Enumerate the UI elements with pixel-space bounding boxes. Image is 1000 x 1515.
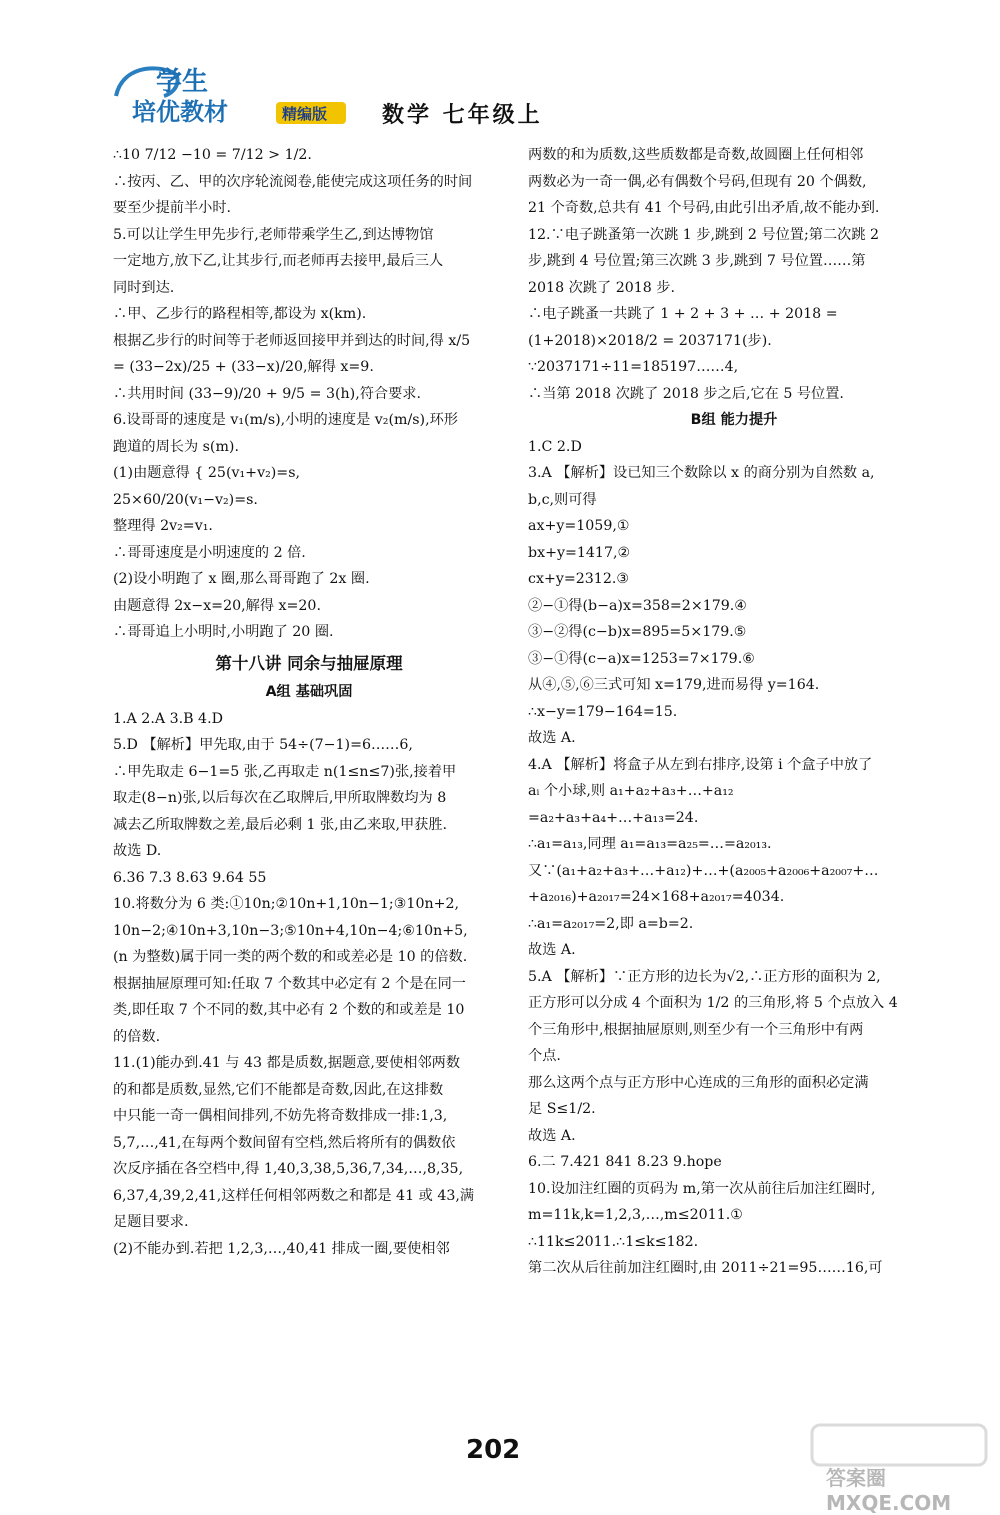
left-line: (n 为整数)属于同一类的两个数的和或差必是 10 的倍数.: [113, 949, 468, 965]
right-line: 故选 A.: [528, 1127, 576, 1144]
right-line: ③−①得(c−a)x=1253=7×179.⑥: [528, 650, 755, 667]
page-number: 202: [466, 1435, 521, 1465]
right-line: 两数必为一奇一偶,必有偶数个号码,但现有 20 个偶数,: [528, 173, 867, 190]
left-line: 中只能一奇一偶相间排列,不妨先将奇数排成一排:1,3,: [113, 1108, 448, 1124]
right-line: 第二次从后往前加注红圈时,由 2011÷21=95……16,可: [528, 1260, 883, 1276]
left-line: 6,37,4,39,2,41,这样任何相邻两数之和都是 41 或 43,满: [113, 1187, 475, 1204]
left-line: 故选 D.: [113, 843, 162, 859]
right-line: ∴11k≤2011.∴1≤k≤182.: [528, 1233, 699, 1250]
left-column: [113, 146, 505, 1266]
right-line: =a₂+a₃+a₄+…+a₁₃=24.: [528, 809, 699, 826]
left-line: ∴哥哥速度是小明速度的 2 倍.: [113, 544, 306, 561]
right-line: (1+2018)×2018/2 = 2037171(步).: [528, 332, 772, 349]
left-line: 足题目要求.: [113, 1214, 189, 1230]
right-line: 5.A 【解析】∵正方形的边长为√2,∴正方形的面积为 2,: [528, 968, 881, 985]
right-line: ∴电子跳蚤一共跳了 1 + 2 + 3 + … + 2018 =: [528, 306, 838, 322]
logo-line2: 培优教材: [132, 98, 228, 126]
right-line: 足 S≤1/2.: [528, 1101, 596, 1117]
right-line: ∵2037171÷11=185197……4,: [528, 359, 739, 375]
left-line: 根据抽屉原理可知:任取 7 个数其中必定有 2 个是在同一: [113, 975, 466, 992]
right-line: ∴当第 2018 次跳了 2018 步之后,它在 5 号位置.: [528, 385, 844, 402]
right-line: 两数的和为质数,这些质数都是奇数,故圆圈上任何相邻: [528, 147, 864, 163]
right-line: 正方形可以分成 4 个面积为 1/2 的三角形,将 5 个点放入 4: [528, 995, 898, 1011]
left-line: 6.设哥哥的速度是 v₁(m/s),小明的速度是 v₂(m/s),环形: [113, 412, 458, 428]
left-line: 11.(1)能办到.41 与 43 都是质数,据题意,要使相邻两数: [113, 1055, 461, 1071]
left-line: ∴按丙、乙、甲的次序轮流阅卷,能使完成这项任务的时间: [113, 173, 473, 190]
left-line: 要至少提前半小时.: [113, 200, 232, 216]
right-line: cx+y=2312.③: [528, 571, 630, 587]
left-line: 次反序插在各空档中,得 1,40,3,38,5,36,7,34,…,8,35,: [113, 1161, 464, 1177]
right-line: B组 能力提升: [690, 412, 778, 428]
left-line: 类,即任取 7 个不同的数,其中必有 2 个数的和或差是 10: [113, 1002, 465, 1018]
right-line: 那么这两个点与正方形中心连成的三角形的面积必定满: [528, 1074, 869, 1091]
logo-line1: 学生: [156, 67, 209, 97]
left-line: ∴甲、乙步行的路程相等,都设为 x(km).: [113, 306, 367, 322]
right-line: 2018 次跳了 2018 步.: [528, 279, 676, 296]
left-line: ∴10 7/12 −10 = 7/12 > 1/2.: [113, 147, 312, 163]
left-line: ∴甲先取走 6−1=5 张,乙再取走 n(1≤n≤7)张,接着甲: [113, 763, 457, 780]
left-line: 5.可以让学生甲先步行,老师带乘学生乙,到达博物馆: [113, 226, 434, 243]
right-line: 3.A 【解析】设已知三个数除以 x 的商分别为自然数 a,: [528, 465, 875, 481]
right-line: ∴a₁=a₁₃,同理 a₁=a₁₃=a₂₅=…=a₂₀₁₃.: [528, 836, 772, 852]
left-line: 6.36 7.3 8.63 9.64 55: [113, 869, 267, 886]
right-line: 4.A 【解析】将盒子从左到右排序,设第 i 个盒子中放了: [528, 756, 873, 773]
left-line: 1.A 2.A 3.B 4.D: [113, 710, 223, 727]
left-line: 的和都是质数,显然,它们不能都是奇数,因此,在这排数: [113, 1081, 444, 1098]
subject-title: 数学 七年级上: [382, 103, 543, 128]
right-line: 10.设加注红圈的页码为 m,第一次从前往后加注红圈时,: [528, 1180, 876, 1197]
left-line: (2)不能办到.若把 1,2,3,…,40,41 排成一圈,要使相邻: [113, 1240, 450, 1257]
right-line: aᵢ 个小球,则 a₁+a₂+a₃+…+a₁₂: [528, 783, 734, 799]
left-line: 第十八讲 同余与抽屉原理: [215, 654, 403, 673]
left-line: (1)由题意得 { 25(v₁+v₂)=s,: [113, 465, 300, 481]
right-column: [528, 146, 940, 1286]
right-line: 1.C 2.D: [528, 438, 582, 455]
right-line: ②−①得(b−a)x=358=2×179.④: [528, 597, 748, 614]
left-line: = (33−2x)/25 + (33−x)/20,解得 x=9.: [113, 359, 374, 375]
right-line: bx+y=1417,②: [528, 544, 631, 561]
right-line: b,c,则可得: [528, 491, 597, 508]
right-line: m=11k,k=1,2,3,…,m≤2011.①: [528, 1207, 743, 1223]
left-line: 一定地方,放下乙,让其步行,而老师再去接甲,最后三人: [113, 253, 444, 269]
left-line: 根据乙步行的时间等于老师返回接甲并到达的时间,得 x/5: [113, 332, 471, 349]
watermark-text: 答案圈 MXQE.COM: [826, 1466, 952, 1515]
right-line: 个点.: [528, 1048, 561, 1064]
publisher-logo: [112, 62, 348, 128]
right-line: 步,跳到 4 号位置;第三次跳 3 步,跳到 7 号位置……第: [528, 253, 866, 269]
left-line: 减去乙所取牌数之差,最后必剩 1 张,由乙来取,甲获胜.: [113, 816, 448, 833]
left-line: 由题意得 2x−x=20,解得 x=20.: [113, 597, 321, 614]
left-line: 取走(8−n)张,以后每次在乙取牌后,甲所取牌数均为 8: [113, 790, 447, 806]
right-line: 从④,⑤,⑥三式可知 x=179,进而易得 y=164.: [528, 677, 820, 693]
logo-badge: 精编版: [282, 105, 328, 123]
right-line: 12.∵电子跳蚤第一次跳 1 步,跳到 2 号位置;第二次跳 2: [528, 226, 880, 243]
right-line: 6.二 7.421 841 8.23 9.hope: [528, 1154, 722, 1170]
left-line: ∴共用时间 (33−9)/20 + 9/5 = 3(h),符合要求.: [113, 385, 421, 402]
right-line: 又∵(a₁+a₂+a₃+…+a₁₂)+…+(a₂₀₀₅+a₂₀₀₆+a₂₀₀₇+…: [528, 862, 879, 879]
left-line: 跑道的周长为 s(m).: [113, 438, 239, 455]
left-line: 的倍数.: [113, 1028, 161, 1045]
right-line: ∴x−y=179−164=15.: [528, 703, 678, 720]
right-line: ax+y=1059,①: [528, 518, 630, 534]
right-line: +a₂₀₁₆)+a₂₀₁₇=24×168+a₂₀₁₇=4034.: [528, 889, 785, 905]
left-line: 25×60/20(v₁−v₂)=s.: [113, 491, 258, 508]
right-line: 21 个奇数,总共有 41 个号码,由此引出矛盾,故不能办到.: [528, 200, 880, 216]
left-line: 10.将数分为 6 类:①10n;②10n+1,10n−1;③10n+2,: [113, 896, 460, 912]
left-line: ∴哥哥追上小明时,小明跑了 20 圈.: [113, 624, 334, 640]
right-line: ③−②得(c−b)x=895=5×179.⑤: [528, 624, 747, 640]
right-line: 故选 A.: [528, 942, 576, 958]
right-line: 故选 A.: [528, 730, 576, 746]
left-line: 5,7,…,41,在每两个数间留有空档,然后将所有的偶数依: [113, 1134, 456, 1151]
left-line: A组 基础巩固: [265, 684, 353, 700]
left-line: 10n−2;④10n+3,10n−3;⑤10n+4,10n−4;⑥10n+5,: [113, 922, 468, 939]
left-line: 5.D 【解析】甲先取,由于 54÷(7−1)=6……6,: [113, 737, 413, 753]
left-line: (2)设小明跑了 x 圈,那么哥哥跑了 2x 圈.: [113, 571, 370, 587]
right-line: ∴a₁=a₂₀₁₇=2,即 a=b=2.: [528, 915, 694, 932]
left-line: 同时到达.: [113, 279, 175, 296]
left-line: 整理得 2v₂=v₁.: [113, 518, 213, 534]
right-line: 个三角形中,根据抽屉原则,则至少有一个三角形中有两: [528, 1021, 864, 1038]
